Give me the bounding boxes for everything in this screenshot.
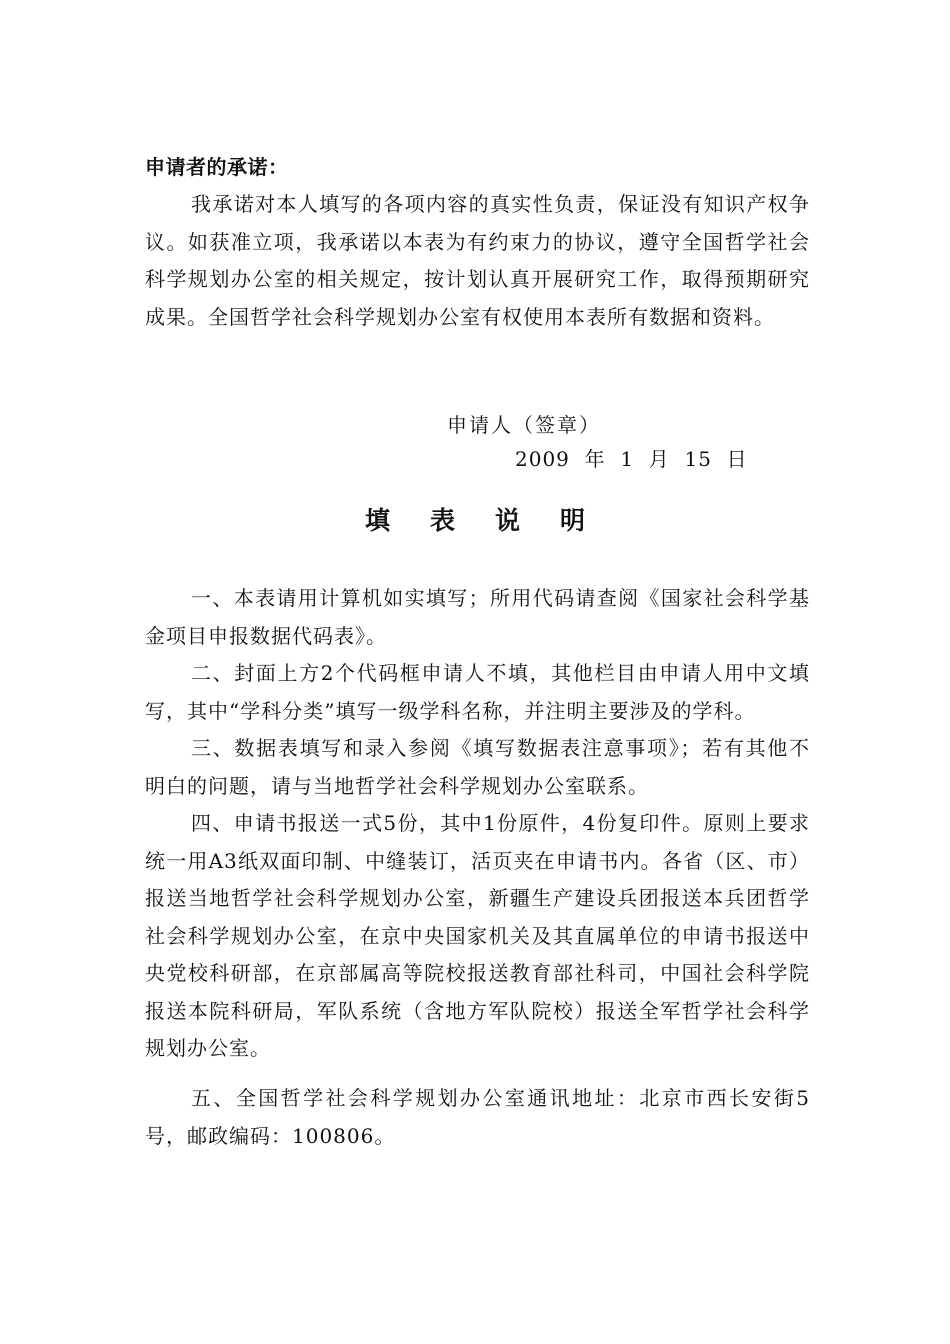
instruction-item-3: 三、数据表填写和录入参阅《填写数据表注意事项》；若有其他不明白的问题，请与当地哲学社会科学规划办公室联系。 [145, 736, 810, 798]
signer-label: 申请人（签章） [447, 413, 601, 437]
pledge-body: 我承诺对本人填写的各项内容的真实性负责，保证没有知识产权争议。如获准立项，我承诺以本表为有约束力的协议，遵守全国哲学社会科学规划办公室的相关规定，按计划认真开展研究工作，取得预期研究成果。全国哲学社会科学规划办公室有权使用本表所有数据和资料。 [145, 192, 810, 329]
instruction-item-4: 四、申请书报送一式5份，其中1份原件，4份复印件。原则上要求统一用A3纸双面印制、中缝装订，活页夹在申请书内。各省（区、市）报送当地哲学社会科学规划办公室，新疆生产建设兵团报送本兵团哲学社会科学规划办公室，在京中央国家机关及其直属单位的申请书报送中央党校科研部，在京部属高等院校报送教育部社科司，中国社会科学院报送本院科研局，军队系统（含地方军队院校）报送全军哲学社会科学规划办公室。 [145, 811, 810, 1060]
instruction-item-1: 一、本表请用计算机如实填写；所用代码请查阅《国家社会科学基金项目申报数据代码表》。 [145, 586, 810, 648]
instruction-item-5: 五、全国哲学社会科学规划办公室通讯地址：北京市西长安街5号，邮政编码：100806。 [145, 1086, 810, 1148]
pledge-heading: 申请者的承诺： [145, 155, 289, 179]
instructions-title: 填表说明 [364, 506, 625, 535]
instruction-item-2: 二、封面上方2个代码框申请人不填，其他栏目由申请人用中文填写，其中“学科分类”填写一级学科名称，并注明主要涉及的学科。 [145, 661, 810, 723]
signature-date: 2009 年 1 月 15 日 [515, 447, 748, 471]
